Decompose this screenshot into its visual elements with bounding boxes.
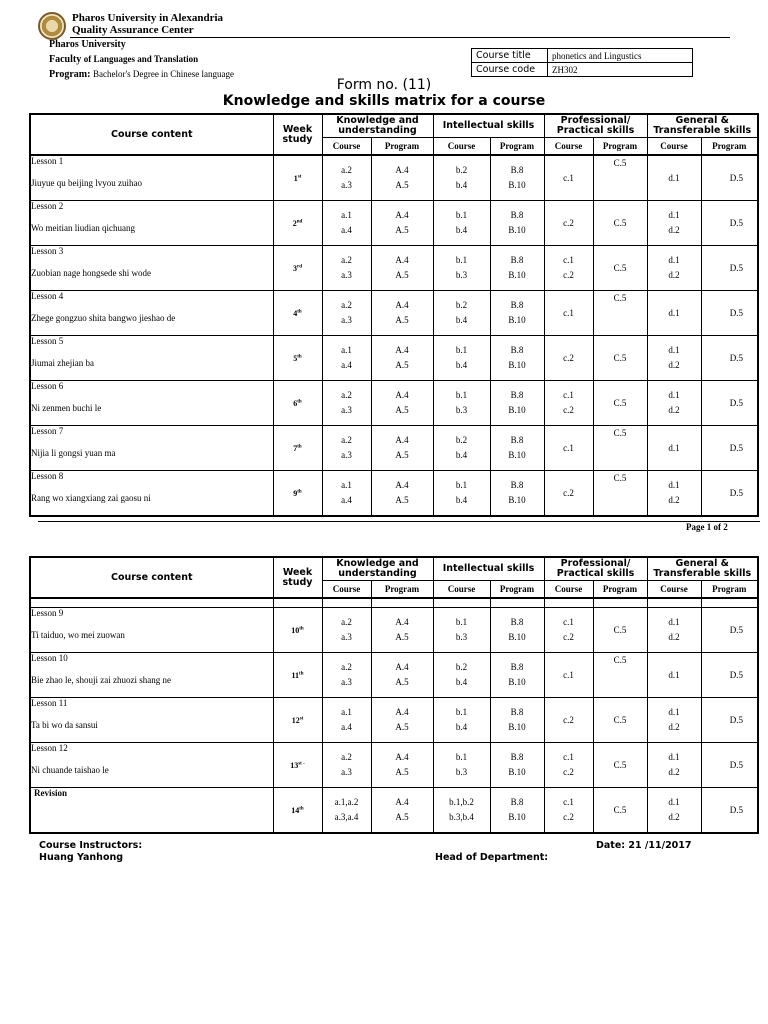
intellectual-course-cell: b.1,b.2 b.3,b.4	[433, 788, 490, 834]
header-general: General & Transferable skills	[647, 114, 758, 138]
header-knowledge: Knowledge and understanding	[322, 114, 433, 138]
knowledge-course-cell: a.1 a.4	[322, 201, 371, 246]
university-logo	[38, 12, 66, 40]
week-cell: 11th	[273, 653, 322, 698]
table-row	[30, 426, 758, 471]
intellectual-program-cell: B.8 B.10	[490, 201, 544, 246]
header-intellectual: Intellectual skills	[433, 557, 544, 581]
instructors-label: Course Instructors:	[39, 840, 143, 851]
instructor-name: Huang Yanhong	[39, 852, 124, 863]
professional-program-cell: C.5	[593, 698, 647, 743]
general-program-cell: D.5	[701, 336, 758, 381]
knowledge-program-cell: A.4 A.5	[371, 471, 433, 517]
general-course-cell: d.1 d.2	[647, 788, 701, 834]
intellectual-program-cell: B.8 B.10	[490, 291, 544, 336]
intellectual-course-cell: b.1 b.3	[433, 381, 490, 426]
general-course-cell: d.1 d.2	[647, 471, 701, 517]
knowledge-program-cell: A.4 A.5	[371, 788, 433, 834]
week-cell: 3rd	[273, 246, 322, 291]
faculty-value: of Languages and Translation	[83, 54, 199, 64]
table-row	[30, 788, 758, 834]
general-program-cell: D.5	[701, 653, 758, 698]
general-course-cell: d.1 d.2	[647, 698, 701, 743]
general-course-cell: d.1 d.2	[647, 201, 701, 246]
qa-center-name: Quality Assurance Center	[72, 24, 194, 36]
professional-course-cell: c.1 c.2	[544, 743, 593, 788]
course-title-value: phonetics and Lingustics	[548, 49, 693, 63]
general-course-cell: d.1	[647, 426, 701, 471]
knowledge-course-cell: a.2 a.3	[322, 291, 371, 336]
table-row	[30, 336, 758, 381]
general-program-cell: D.5	[701, 246, 758, 291]
professional-course-cell: c.1	[544, 155, 593, 201]
program-label: Program:	[49, 69, 91, 80]
table-row	[30, 155, 758, 201]
knowledge-course-cell: a.1,a.2 a.3,a.4	[322, 788, 371, 834]
week-cell: 14th	[273, 788, 322, 834]
knowledge-program-cell: A.4 A.5	[371, 155, 433, 201]
knowledge-course-cell: a.2 a.3	[322, 608, 371, 653]
date-label: Date: 21 /11/2017	[596, 840, 692, 851]
sub-program: Program	[593, 138, 647, 156]
head-of-department-label: Head of Department:	[435, 852, 549, 863]
lesson-cell: Lesson 6 Ni zenmen buchi le	[30, 381, 273, 426]
header-intellectual: Intellectual skills	[433, 114, 544, 138]
knowledge-course-cell: a.2 a.3	[322, 426, 371, 471]
intellectual-program-cell: B.8 B.10	[490, 381, 544, 426]
header-general: General & Transferable skills	[647, 557, 758, 581]
professional-course-cell: c.1 c.2	[544, 381, 593, 426]
general-program-cell: D.5	[701, 291, 758, 336]
knowledge-program-cell: A.4 A.5	[371, 291, 433, 336]
general-program-cell: D.5	[701, 608, 758, 653]
blank-row	[30, 598, 758, 608]
knowledge-program-cell: A.4 A.5	[371, 426, 433, 471]
knowledge-course-cell: a.1 a.4	[322, 471, 371, 517]
intellectual-program-cell: B.8 B.10	[490, 788, 544, 834]
knowledge-course-cell: a.2 a.3	[322, 653, 371, 698]
general-program-cell: D.5	[701, 788, 758, 834]
intellectual-course-cell: b.2 b.4	[433, 155, 490, 201]
page-number: Page 1 of 2	[686, 522, 728, 532]
header-professional: Professional/ Practical skills	[544, 557, 647, 581]
knowledge-course-cell: a.2 a.3	[322, 155, 371, 201]
lesson-cell: Revision	[30, 788, 273, 834]
professional-program-cell: C.5	[593, 471, 647, 517]
header-course-content: Course content	[30, 557, 273, 598]
general-program-cell: D.5	[701, 381, 758, 426]
lesson-cell: Lesson 4 Zhege gongzuo shita bangwo jieshao de	[30, 291, 273, 336]
table-row	[30, 381, 758, 426]
table-row	[30, 201, 758, 246]
lesson-cell: Lesson 8 Rang wo xiangxiang zai gaosu ni	[30, 471, 273, 517]
general-course-cell: d.1	[647, 291, 701, 336]
professional-program-cell: C.5	[593, 653, 647, 698]
sub-program: Program	[593, 581, 647, 599]
professional-program-cell: C.5	[593, 246, 647, 291]
professional-course-cell: c.1	[544, 653, 593, 698]
professional-course-cell: c.1	[544, 426, 593, 471]
intellectual-program-cell: B.8 B.10	[490, 471, 544, 517]
intellectual-course-cell: b.1 b.4	[433, 201, 490, 246]
course-info-table	[471, 48, 693, 77]
sub-program: Program	[701, 581, 758, 599]
knowledge-course-cell: a.2 a.3	[322, 743, 371, 788]
table-row	[30, 743, 758, 788]
knowledge-program-cell: A.4 A.5	[371, 653, 433, 698]
professional-program-cell: C.5	[593, 155, 647, 201]
header-course-content: Course content	[30, 114, 273, 155]
faculty-label: Faculty	[49, 54, 82, 65]
skills-matrix-page2	[29, 556, 759, 834]
course-code-value: ZH302	[548, 63, 693, 77]
table-row	[30, 291, 758, 336]
professional-course-cell: c.2	[544, 201, 593, 246]
knowledge-program-cell: A.4 A.5	[371, 201, 433, 246]
table-row	[30, 471, 758, 517]
lesson-cell: Lesson 7 Nijia li gongsi yuan ma	[30, 426, 273, 471]
intellectual-program-cell: B.8 B.10	[490, 336, 544, 381]
general-program-cell: D.5	[701, 155, 758, 201]
sub-program: Program	[371, 581, 433, 599]
table-row	[30, 246, 758, 291]
lesson-cell: Lesson 2 Wo meitian liudian qichuang	[30, 201, 273, 246]
course-title-label: Course title	[472, 49, 548, 63]
sub-program: Program	[490, 581, 544, 599]
header-professional: Professional/ Practical skills	[544, 114, 647, 138]
week-cell: 1st	[273, 155, 322, 201]
lesson-cell: Lesson 1 Jiuyue qu beijing lvyou zuihao	[30, 155, 273, 201]
professional-program-cell: C.5	[593, 291, 647, 336]
lesson-cell: Lesson 5 Jiumai zhejian ba	[30, 336, 273, 381]
professional-course-cell: c.1 c.2	[544, 788, 593, 834]
sub-course: Course	[433, 138, 490, 156]
professional-program-cell: C.5	[593, 743, 647, 788]
general-course-cell: d.1 d.2	[647, 336, 701, 381]
general-course-cell: d.1 d.2	[647, 608, 701, 653]
intellectual-course-cell: b.1 b.4	[433, 336, 490, 381]
knowledge-program-cell: A.4 A.5	[371, 246, 433, 291]
intellectual-course-cell: b.1 b.3	[433, 608, 490, 653]
professional-program-cell: C.5	[593, 426, 647, 471]
lesson-cell: Lesson 3 Zuobian nage hongsede shi wode	[30, 246, 273, 291]
knowledge-program-cell: A.4 A.5	[371, 608, 433, 653]
general-course-cell: d.1 d.2	[647, 743, 701, 788]
general-course-cell: d.1	[647, 155, 701, 201]
skills-matrix-page1	[29, 113, 759, 517]
knowledge-course-cell: a.1 a.4	[322, 336, 371, 381]
professional-course-cell: c.1	[544, 291, 593, 336]
university-name: Pharos University	[49, 39, 126, 50]
professional-course-cell: c.2	[544, 336, 593, 381]
sub-program: Program	[490, 138, 544, 156]
professional-program-cell: C.5	[593, 201, 647, 246]
week-cell: 5th	[273, 336, 322, 381]
general-program-cell: D.5	[701, 471, 758, 517]
lesson-cell: Lesson 12 Ni chuande taishao le	[30, 743, 273, 788]
knowledge-course-cell: a.2 a.3	[322, 381, 371, 426]
professional-program-cell: C.5	[593, 608, 647, 653]
intellectual-course-cell: b.1 b.4	[433, 698, 490, 743]
week-cell: $13^{st -}$	[273, 743, 322, 788]
professional-course-cell: c.2	[544, 471, 593, 517]
general-course-cell: d.1	[647, 653, 701, 698]
sub-course: Course	[647, 581, 701, 599]
general-program-cell: D.5	[701, 743, 758, 788]
lesson-cell: Lesson 10 Bie zhao le, shouji zai zhuozi shang ne	[30, 653, 273, 698]
sub-course: Course	[544, 581, 593, 599]
professional-program-cell: C.5	[593, 336, 647, 381]
header-knowledge: Knowledge and understanding	[322, 557, 433, 581]
week-cell: 10th	[273, 608, 322, 653]
intellectual-course-cell: b.1 b.3	[433, 246, 490, 291]
form-number: Form no. (11)	[336, 77, 432, 93]
intellectual-program-cell: B.8 B.10	[490, 426, 544, 471]
program-info	[49, 37, 234, 82]
form-title: Knowledge and skills matrix for a course	[222, 93, 546, 109]
table-row	[30, 608, 758, 653]
table-row	[30, 698, 758, 743]
professional-course-cell: c.2	[544, 698, 593, 743]
sub-course: Course	[544, 138, 593, 156]
knowledge-program-cell: A.4 A.5	[371, 336, 433, 381]
intellectual-program-cell: B.8 B.10	[490, 608, 544, 653]
sub-course: Course	[322, 581, 371, 599]
intellectual-program-cell: B.8 B.10	[490, 155, 544, 201]
knowledge-program-cell: A.4 A.5	[371, 743, 433, 788]
professional-program-cell: C.5	[593, 788, 647, 834]
lesson-cell: Lesson 9 Ti taiduo, wo mei zuowan	[30, 608, 273, 653]
intellectual-program-cell: B.8 B.10	[490, 698, 544, 743]
intellectual-program-cell: B.8 B.10	[490, 246, 544, 291]
week-cell: 6th	[273, 381, 322, 426]
header-week-study: Week study	[273, 557, 322, 598]
institution-name: Pharos University in Alexandria	[72, 12, 224, 24]
knowledge-program-cell: A.4 A.5	[371, 381, 433, 426]
institution-block	[72, 12, 223, 36]
page-break-rule	[38, 521, 760, 522]
professional-program-cell: C.5	[593, 381, 647, 426]
intellectual-program-cell: B.8 B.10	[490, 743, 544, 788]
week-cell: 12st	[273, 698, 322, 743]
general-program-cell: D.5	[701, 426, 758, 471]
intellectual-course-cell: b.2 b.4	[433, 291, 490, 336]
knowledge-course-cell: a.2 a.3	[322, 246, 371, 291]
knowledge-course-cell: a.1 a.4	[322, 698, 371, 743]
professional-course-cell: c.1 c.2	[544, 246, 593, 291]
sub-course: Course	[322, 138, 371, 156]
header-week-study: Week study	[273, 114, 322, 155]
lesson-cell: Lesson 11 Ta bi wo da sansui	[30, 698, 273, 743]
intellectual-course-cell: b.1 b.4	[433, 471, 490, 517]
professional-course-cell: c.1 c.2	[544, 608, 593, 653]
sub-course: Course	[433, 581, 490, 599]
sub-course: Course	[647, 138, 701, 156]
course-code-label: Course code	[472, 63, 548, 77]
general-program-cell: D.5	[701, 698, 758, 743]
week-cell: 4th	[273, 291, 322, 336]
general-course-cell: d.1 d.2	[647, 246, 701, 291]
week-cell: 9th	[273, 471, 322, 517]
intellectual-program-cell: B.8 B.10	[490, 653, 544, 698]
sub-program: Program	[701, 138, 758, 156]
knowledge-program-cell: A.4 A.5	[371, 698, 433, 743]
week-cell: 7th	[273, 426, 322, 471]
intellectual-course-cell: b.2 b.4	[433, 653, 490, 698]
sub-program: Program	[371, 138, 433, 156]
general-course-cell: d.1 d.2	[647, 381, 701, 426]
program-value: Bachelor's Degree in Chinese language	[92, 69, 235, 79]
table-row	[30, 653, 758, 698]
intellectual-course-cell: b.1 b.3	[433, 743, 490, 788]
intellectual-course-cell: b.2 b.4	[433, 426, 490, 471]
week-cell: 2nd	[273, 201, 322, 246]
general-program-cell: D.5	[701, 201, 758, 246]
